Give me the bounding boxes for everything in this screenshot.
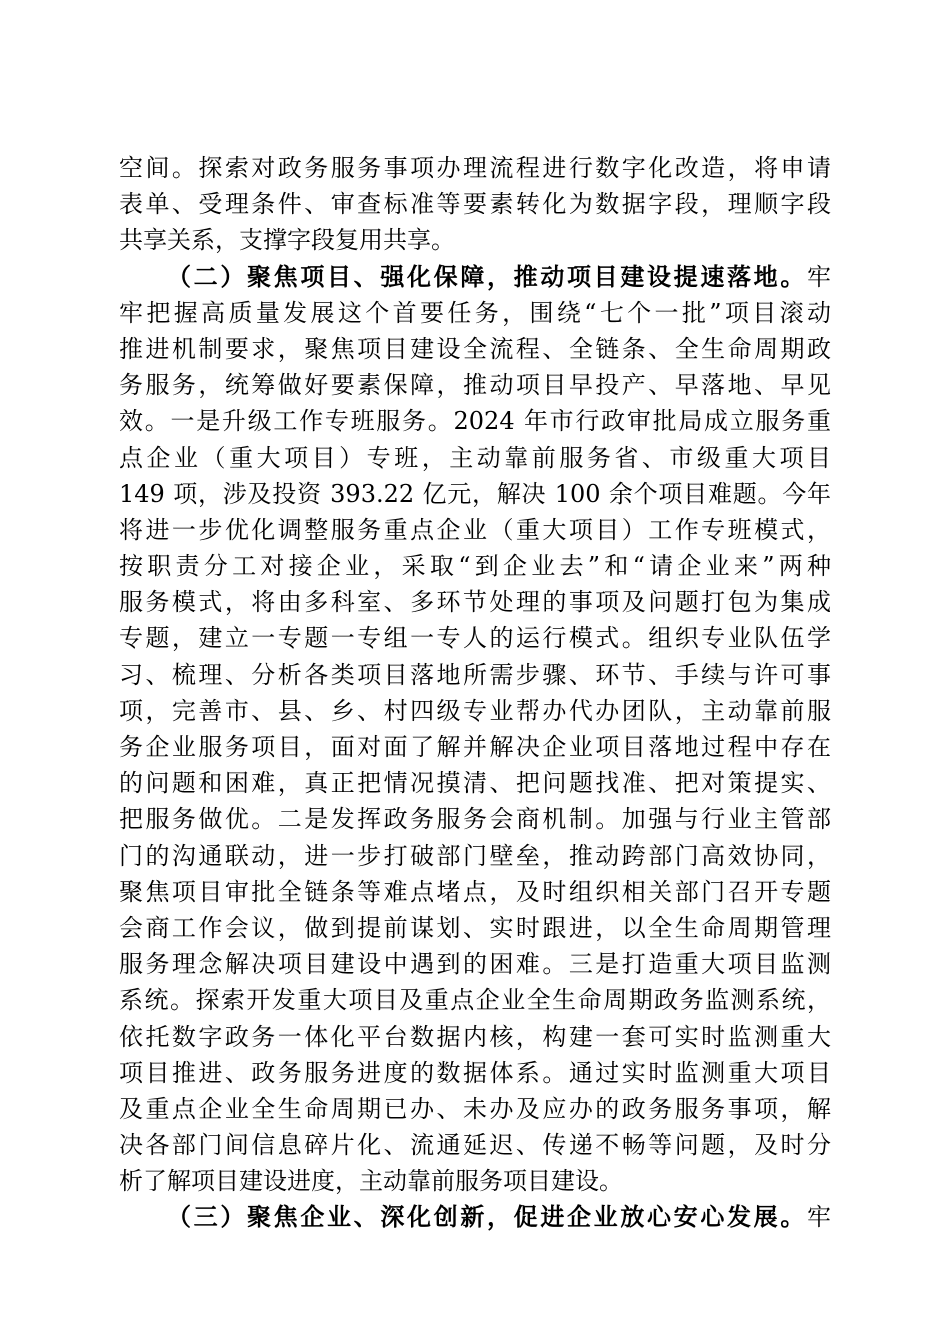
line-text: 空间。探索对政务服务事项办理流程进行数字化改造，将申请 bbox=[119, 154, 831, 182]
line-text: 表单、受理条件、审查标准等要素转化为数据字段，理顺字段 bbox=[119, 190, 831, 219]
line-text: 按职责分工对接企业，采取“到企业去”和“请企业来”两种 bbox=[119, 552, 831, 581]
line-text: 系统。探索开发重大项目及重点企业全生命周期政务监测系统， bbox=[119, 986, 831, 1015]
line-text: 效。一是升级工作专班服务。2024 年市行政审批局成立服务重 bbox=[119, 407, 831, 436]
text-line bbox=[119, 548, 831, 584]
line-text: 牢 bbox=[807, 1203, 831, 1232]
line-text: 牢把握高质量发展这个首要任务，围绕“七个一批”项目滚动 bbox=[119, 298, 831, 327]
text-line bbox=[119, 874, 831, 910]
text-line bbox=[119, 657, 831, 693]
section-heading: （三）聚焦企业、深化创新，促进企业放心安心发展。 bbox=[167, 1202, 807, 1232]
line-text: 聚焦项目审批全链条等难点堵点，及时组织相关部门召开专题 bbox=[119, 877, 831, 906]
text-line bbox=[119, 1127, 831, 1163]
text-line bbox=[119, 693, 831, 729]
line-text: 专题，建立一专题一专组一专人的运行模式。组织专业队伍学 bbox=[119, 624, 831, 653]
text-line bbox=[119, 295, 831, 331]
line-text: 项，完善市、县、乡、村四级专业帮办代办团队，主动靠前服 bbox=[119, 696, 831, 725]
text-line bbox=[119, 331, 831, 367]
line-text: 牢 bbox=[807, 262, 831, 291]
text-line bbox=[119, 946, 831, 982]
line-text: 服务模式，将由多科室、多环节处理的事项及问题打包为集成 bbox=[119, 588, 831, 617]
line-text: 决各部门间信息碎片化、流通延迟、传递不畅等问题，及时分 bbox=[119, 1131, 831, 1160]
line-text: 依托数字政务一体化平台数据内核，构建一套可实时监测重大 bbox=[119, 1022, 831, 1051]
text-line bbox=[119, 801, 831, 837]
section-heading: （二）聚焦项目、强化保障，推动项目建设提速落地。 bbox=[167, 261, 807, 291]
line-text: 门的沟通联动，进一步打破部门壁垒，推动跨部门高效协同， bbox=[119, 841, 831, 870]
line-text: 务服务，统筹做好要素保障，推动项目早投产、早落地、早见 bbox=[119, 371, 831, 400]
document-page bbox=[119, 150, 831, 1236]
line-text: 会商工作会议，做到提前谋划、实时跟进，以全生命周期管理 bbox=[119, 913, 831, 942]
text-line bbox=[119, 620, 831, 656]
text-line bbox=[119, 403, 831, 439]
line-text: 的问题和困难，真正把情况摸清、把问题找准、把对策提实、 bbox=[119, 769, 831, 798]
text-line bbox=[119, 512, 831, 548]
line-text: 务企业服务项目，面对面了解并解决企业项目落地过程中存在 bbox=[119, 733, 831, 761]
text-line bbox=[119, 584, 831, 620]
line-text: 项目推进、政务服务进度的数据体系。通过实时监测重大项目 bbox=[119, 1058, 831, 1087]
text-line bbox=[119, 476, 831, 512]
line-text: 推进机制要求，聚焦项目建设全流程、全链条、全生命周期政 bbox=[119, 334, 831, 363]
line-text: 149 项，涉及投资 393.22 亿元，解决 100 余个项目难题。今年 bbox=[119, 479, 831, 508]
text-line bbox=[119, 982, 831, 1018]
text-line bbox=[119, 1055, 831, 1091]
section-heading-line bbox=[119, 259, 831, 295]
line-text: 析了解项目建设进度，主动靠前服务项目建设。 bbox=[119, 1167, 623, 1196]
line-text: 及重点企业全生命周期已办、未办及应办的政务服务事项，解 bbox=[119, 1094, 831, 1123]
line-text: 习、梳理、分析各类项目落地所需步骤、环节、手续与许可事 bbox=[119, 660, 831, 689]
text-line bbox=[119, 910, 831, 946]
text-line bbox=[119, 729, 831, 765]
text-line bbox=[119, 1091, 831, 1127]
line-text: 把服务做优。二是发挥政务服务会商机制。加强与行业主管部 bbox=[119, 805, 831, 834]
line-text: 服务理念解决项目建设中遇到的困难。三是打造重大项目监测 bbox=[119, 950, 831, 979]
line-text: 将进一步优化调整服务重点企业（重大项目）工作专班模式， bbox=[119, 515, 831, 544]
line-text: 点企业（重大项目）专班，主动靠前服务省、市级重大项目 bbox=[119, 443, 831, 472]
text-line bbox=[119, 1019, 831, 1055]
section-heading-line bbox=[119, 1199, 831, 1235]
text-line bbox=[119, 440, 831, 476]
text-line bbox=[119, 367, 831, 403]
text-line bbox=[119, 222, 831, 258]
text-line bbox=[119, 765, 831, 801]
text-line bbox=[119, 186, 831, 222]
text-line bbox=[119, 1163, 831, 1199]
line-text: 共享关系，支撑字段复用共享。 bbox=[119, 226, 455, 255]
text-line bbox=[119, 838, 831, 874]
text-line bbox=[119, 150, 831, 186]
